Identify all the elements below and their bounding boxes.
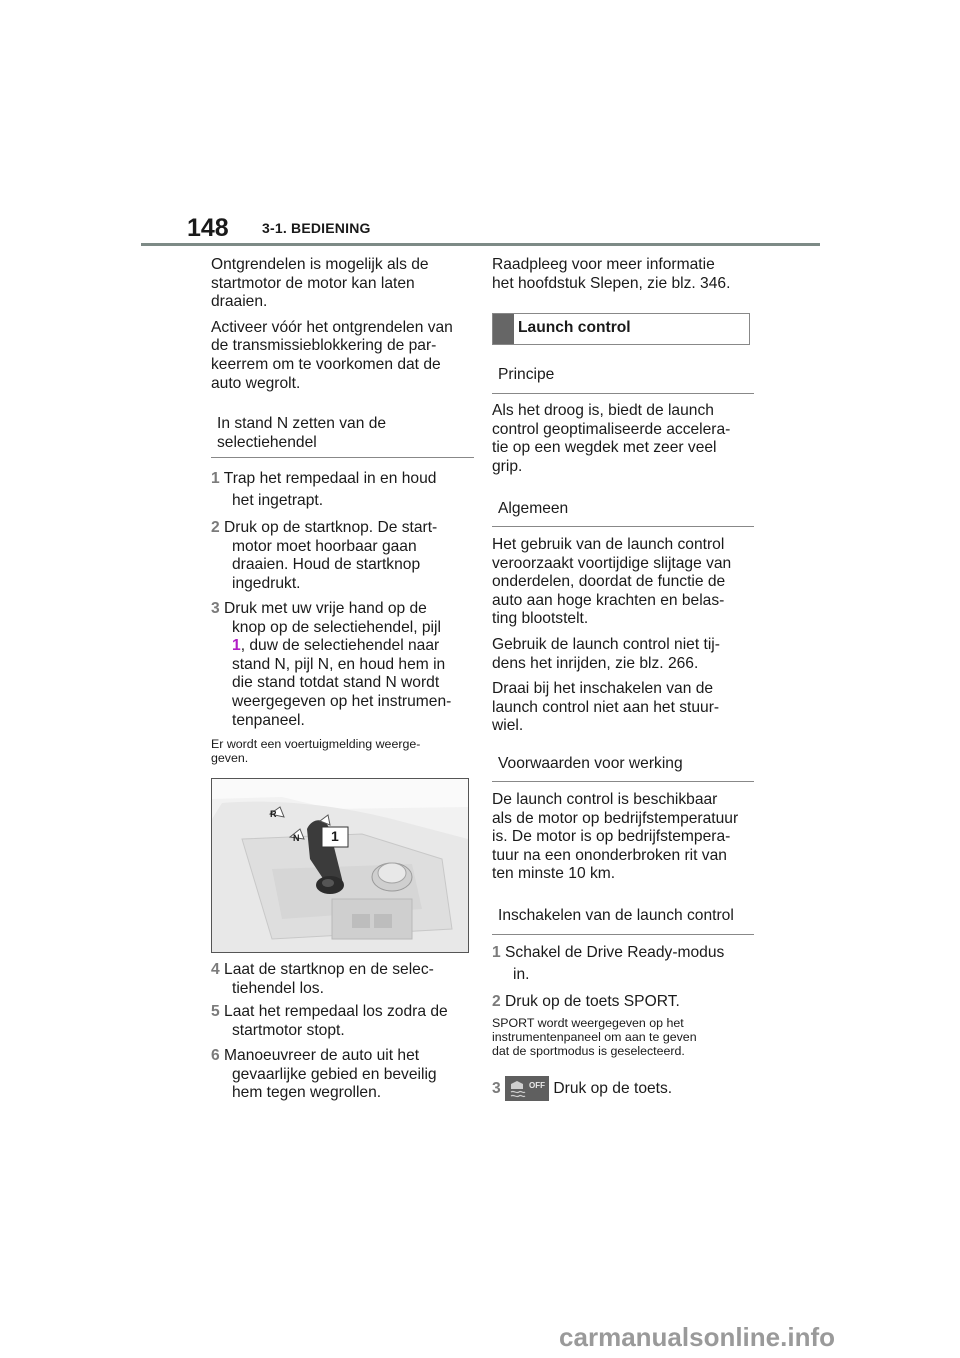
subheading: In stand N zetten van de selectiehendel <box>211 414 474 458</box>
step-1: 1 Trap het rempedaal in en houd het ingetrapt. <box>211 470 437 509</box>
step-3: 3 Druk met uw vrije hand op de knop op de selectiehendel, pijl 1, duw de selectiehendel naar stand N, pijl N, en houd hem in die stand totdat stand N wordt weergegeven op het instrumen- tenpaneel. <box>211 600 452 729</box>
subheading: Algemeen <box>492 500 754 527</box>
heading-bar <box>493 314 514 344</box>
callout-label: 1 <box>331 828 339 844</box>
gear-selector-illustration <box>211 778 469 953</box>
header-rule <box>141 243 820 246</box>
arrow-ref: 1 <box>232 637 241 655</box>
subheading: Inschakelen van de launch control <box>492 907 754 935</box>
step-2: 2 Druk op de startknop. De start- motor moet hoorbaar gaan draaien. Houd de startknop ingedrukt. <box>211 519 438 592</box>
paragraph: Raadpleeg voor meer informatie het hoofdstuk Slepen, zie blz. 346. <box>492 256 731 292</box>
paragraph: De launch control is beschikbaar als de motor op bedrijfstemperatuur is. De motor is op bedrijfstempera- tuur na een ononderbroken rit van ten minste 10 km. <box>492 791 739 883</box>
step-3: 3 OFF Druk op de toets. <box>492 1075 754 1103</box>
paragraph: Activeer vóór het ontgrendelen van de transmissieblokkering de par- keerrem om te voorkomen dat de auto wegrolt. <box>211 318 453 392</box>
gear-label-r: R <box>270 809 277 819</box>
traction-control-off-button-icon <box>505 1076 549 1101</box>
note: SPORT wordt weergegeven op het instrumentenpaneel om aan te geven dat de sportmodus is geselecteerd. <box>492 1016 697 1058</box>
paragraph: Als het droog is, biedt de launch control geoptimaliseerde accelera- tie op een wegdek met zeer veel grip. <box>492 402 731 475</box>
step-2: 2 Druk op de toets SPORT. <box>492 993 680 1010</box>
icon-off-label: OFF <box>529 1081 546 1091</box>
note: Er wordt een voertuigmelding weerge- geven. <box>211 737 421 765</box>
step-6: 6 Manoeuvreer de auto uit het gevaarlijke gebied en beveilig hem tegen wegrollen. <box>211 1047 437 1102</box>
gear-selector-drawing <box>212 779 468 952</box>
section-title: 3-1. BEDIENING <box>262 220 371 236</box>
step-1: 1 Schakel de Drive Ready-modus in. <box>492 944 725 983</box>
subheading: Principe <box>492 366 754 394</box>
step-4: 4 Laat de startknop en de selec- tiehendel los. <box>211 961 434 997</box>
gear-label-n: N <box>293 833 300 843</box>
page-number: 148 <box>187 214 229 242</box>
paragraph: Ontgrendelen is mogelijk als de startmotor de motor kan laten draaien. <box>211 256 429 311</box>
subheading: Voorwaarden voor werking <box>492 755 754 782</box>
left-column <box>211 256 471 393</box>
paragraph: Het gebruik van de launch control veroorzaakt voortijdige slijtage van onderdelen, doordat de functie de auto aan hoge krachten en belas- ting blootstelt. Gebruik de launch control niet tij- dens het inrijden, zie blz. 266. Draai bij het inschakelen van de launch control niet aan het stuur- wiel. <box>492 536 732 735</box>
watermark: carmanualsonline.info <box>559 1322 835 1352</box>
step-5: 5 Laat het rempedaal los zodra de startmotor stopt. <box>211 1003 448 1039</box>
section-box-heading: Launch control <box>492 313 750 345</box>
